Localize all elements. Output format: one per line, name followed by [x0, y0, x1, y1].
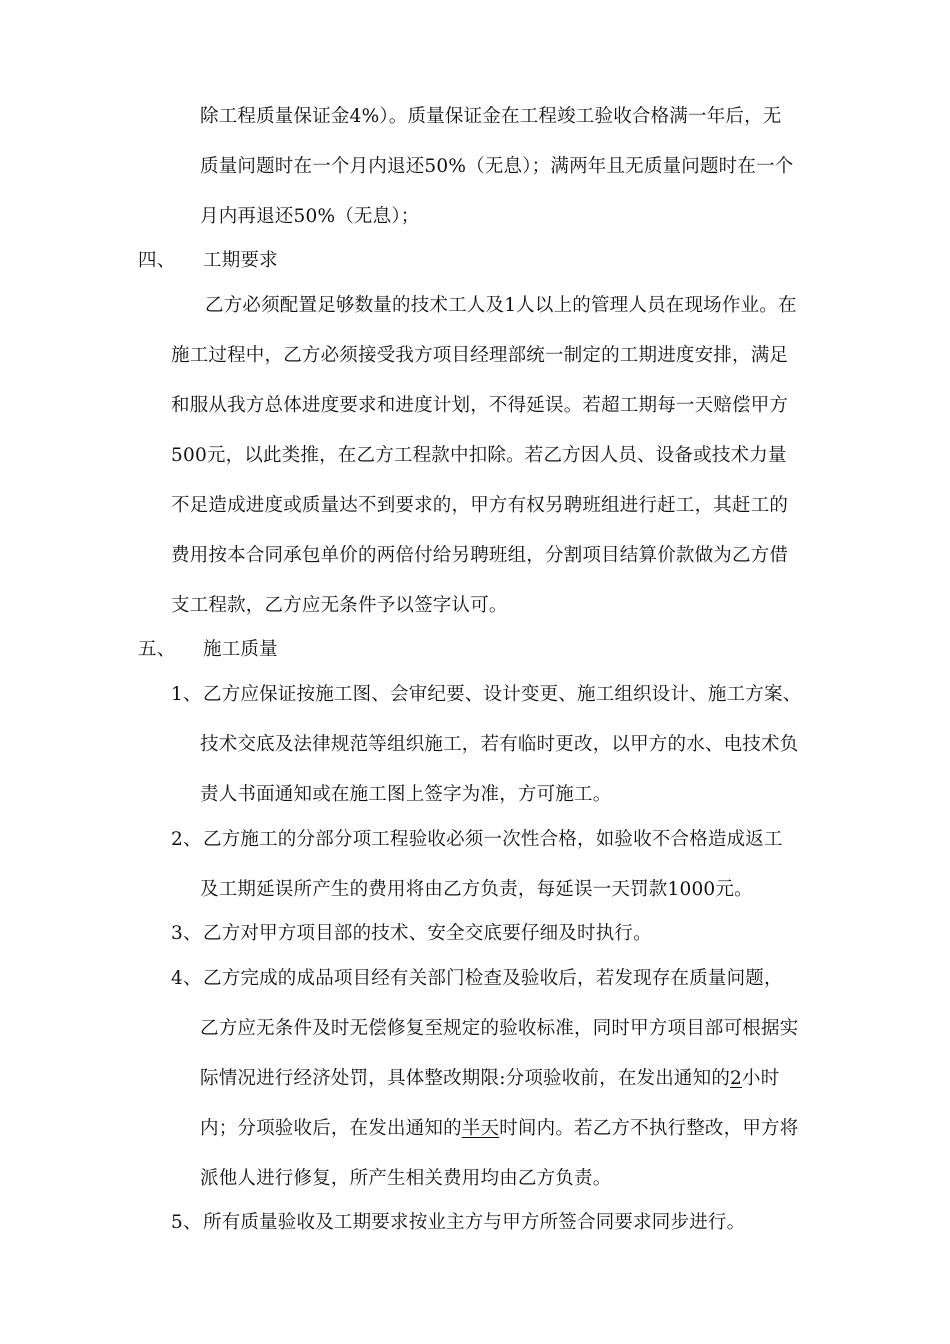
text-line: [200, 1067, 779, 1091]
text-line: 质量问题时在一个月内退还50%（无息）；满两年且无质量问题时在一个: [200, 156, 794, 177]
text-line: 支工程款，乙方应无条件予以签字认可。: [171, 595, 508, 616]
text-line: 乙方应保证按施工图、会审纪要、设计变更、施工组织设计、施工方案、: [203, 684, 802, 705]
section-number: 四、: [138, 250, 176, 271]
underlined-value: 2: [730, 1068, 743, 1089]
text-line: 责人书面通知或在施工图上签字为准，方可施工。: [200, 784, 612, 805]
text-line: 施工过程中，乙方必须接受我方项目经理部统一制定的工期进度安排，满足: [171, 345, 789, 366]
text-segment: 内；分项验收后，在发出通知的: [200, 1118, 462, 1139]
text-line: 乙方施工的分部分项工程验收必须一次性合格，如验收不合格造成返工: [203, 829, 783, 850]
text-line: 乙方对甲方项目部的技术、安全交底要仔细及时执行。: [203, 923, 652, 944]
text-line: 乙方完成的成品项目经有关部门检查及验收后，若发现存在质量问题，: [203, 968, 783, 989]
text-line: 乙方必须配置足够数量的技术工人及1人以上的管理人员在现场作业。在: [205, 295, 797, 316]
underlined-value: 半天: [461, 1118, 500, 1139]
list-item-number: 1、: [171, 684, 202, 705]
section-heading: 工期要求: [203, 250, 278, 271]
text-line: 除工程质量保证金4%）。质量保证金在工程竣工验收合格满一年后，无: [200, 106, 782, 127]
text-line: 500元，以此类推，在乙方工程款中扣除。若乙方因人员、设备或技术力量: [171, 445, 787, 466]
text-line: 乙方应无条件及时无偿修复至规定的验收标准，同时甲方项目部可根据实: [200, 1018, 799, 1039]
text-line: 费用按本合同承包单价的两倍付给另聘班组，分割项目结算价款做为乙方借: [171, 545, 789, 566]
text-line: 技术交底及法律规范等组织施工，若有临时更改，以甲方的水、电技术负: [200, 734, 799, 755]
text-line: 月内再退还50%（无息）；: [200, 206, 420, 227]
section-number: 五、: [138, 639, 176, 660]
list-item-number: 3、: [171, 923, 202, 944]
text-segment: 小时: [742, 1068, 780, 1089]
text-line: 及工期延误所产生的费用将由乙方负责，每延误一天罚款1000元。: [200, 879, 753, 900]
list-item-number: 2、: [171, 829, 202, 850]
list-item-number: 5、: [171, 1212, 202, 1233]
text-segment: 时间内。若乙方不执行整改，甲方将: [499, 1118, 799, 1139]
text-segment: 际情况进行经济处罚，具体整改期限:分项验收前，在发出通知的: [200, 1068, 731, 1089]
text-line: 和服从我方总体进度要求和进度计划，不得延误。若超工期每一天赔偿甲方: [171, 395, 789, 416]
text-line: 所有质量验收及工期要求按业主方与甲方所签合同要求同步进行。: [203, 1212, 746, 1233]
text-line: [200, 1117, 798, 1141]
section-heading: 施工质量: [203, 639, 278, 660]
text-line: 派他人进行修复，所产生相关费用均由乙方负责。: [200, 1168, 612, 1189]
text-line: 不足造成进度或质量达不到要求的，甲方有权另聘班组进行赶工，其赶工的: [171, 495, 789, 516]
list-item-number: 4、: [171, 968, 202, 989]
